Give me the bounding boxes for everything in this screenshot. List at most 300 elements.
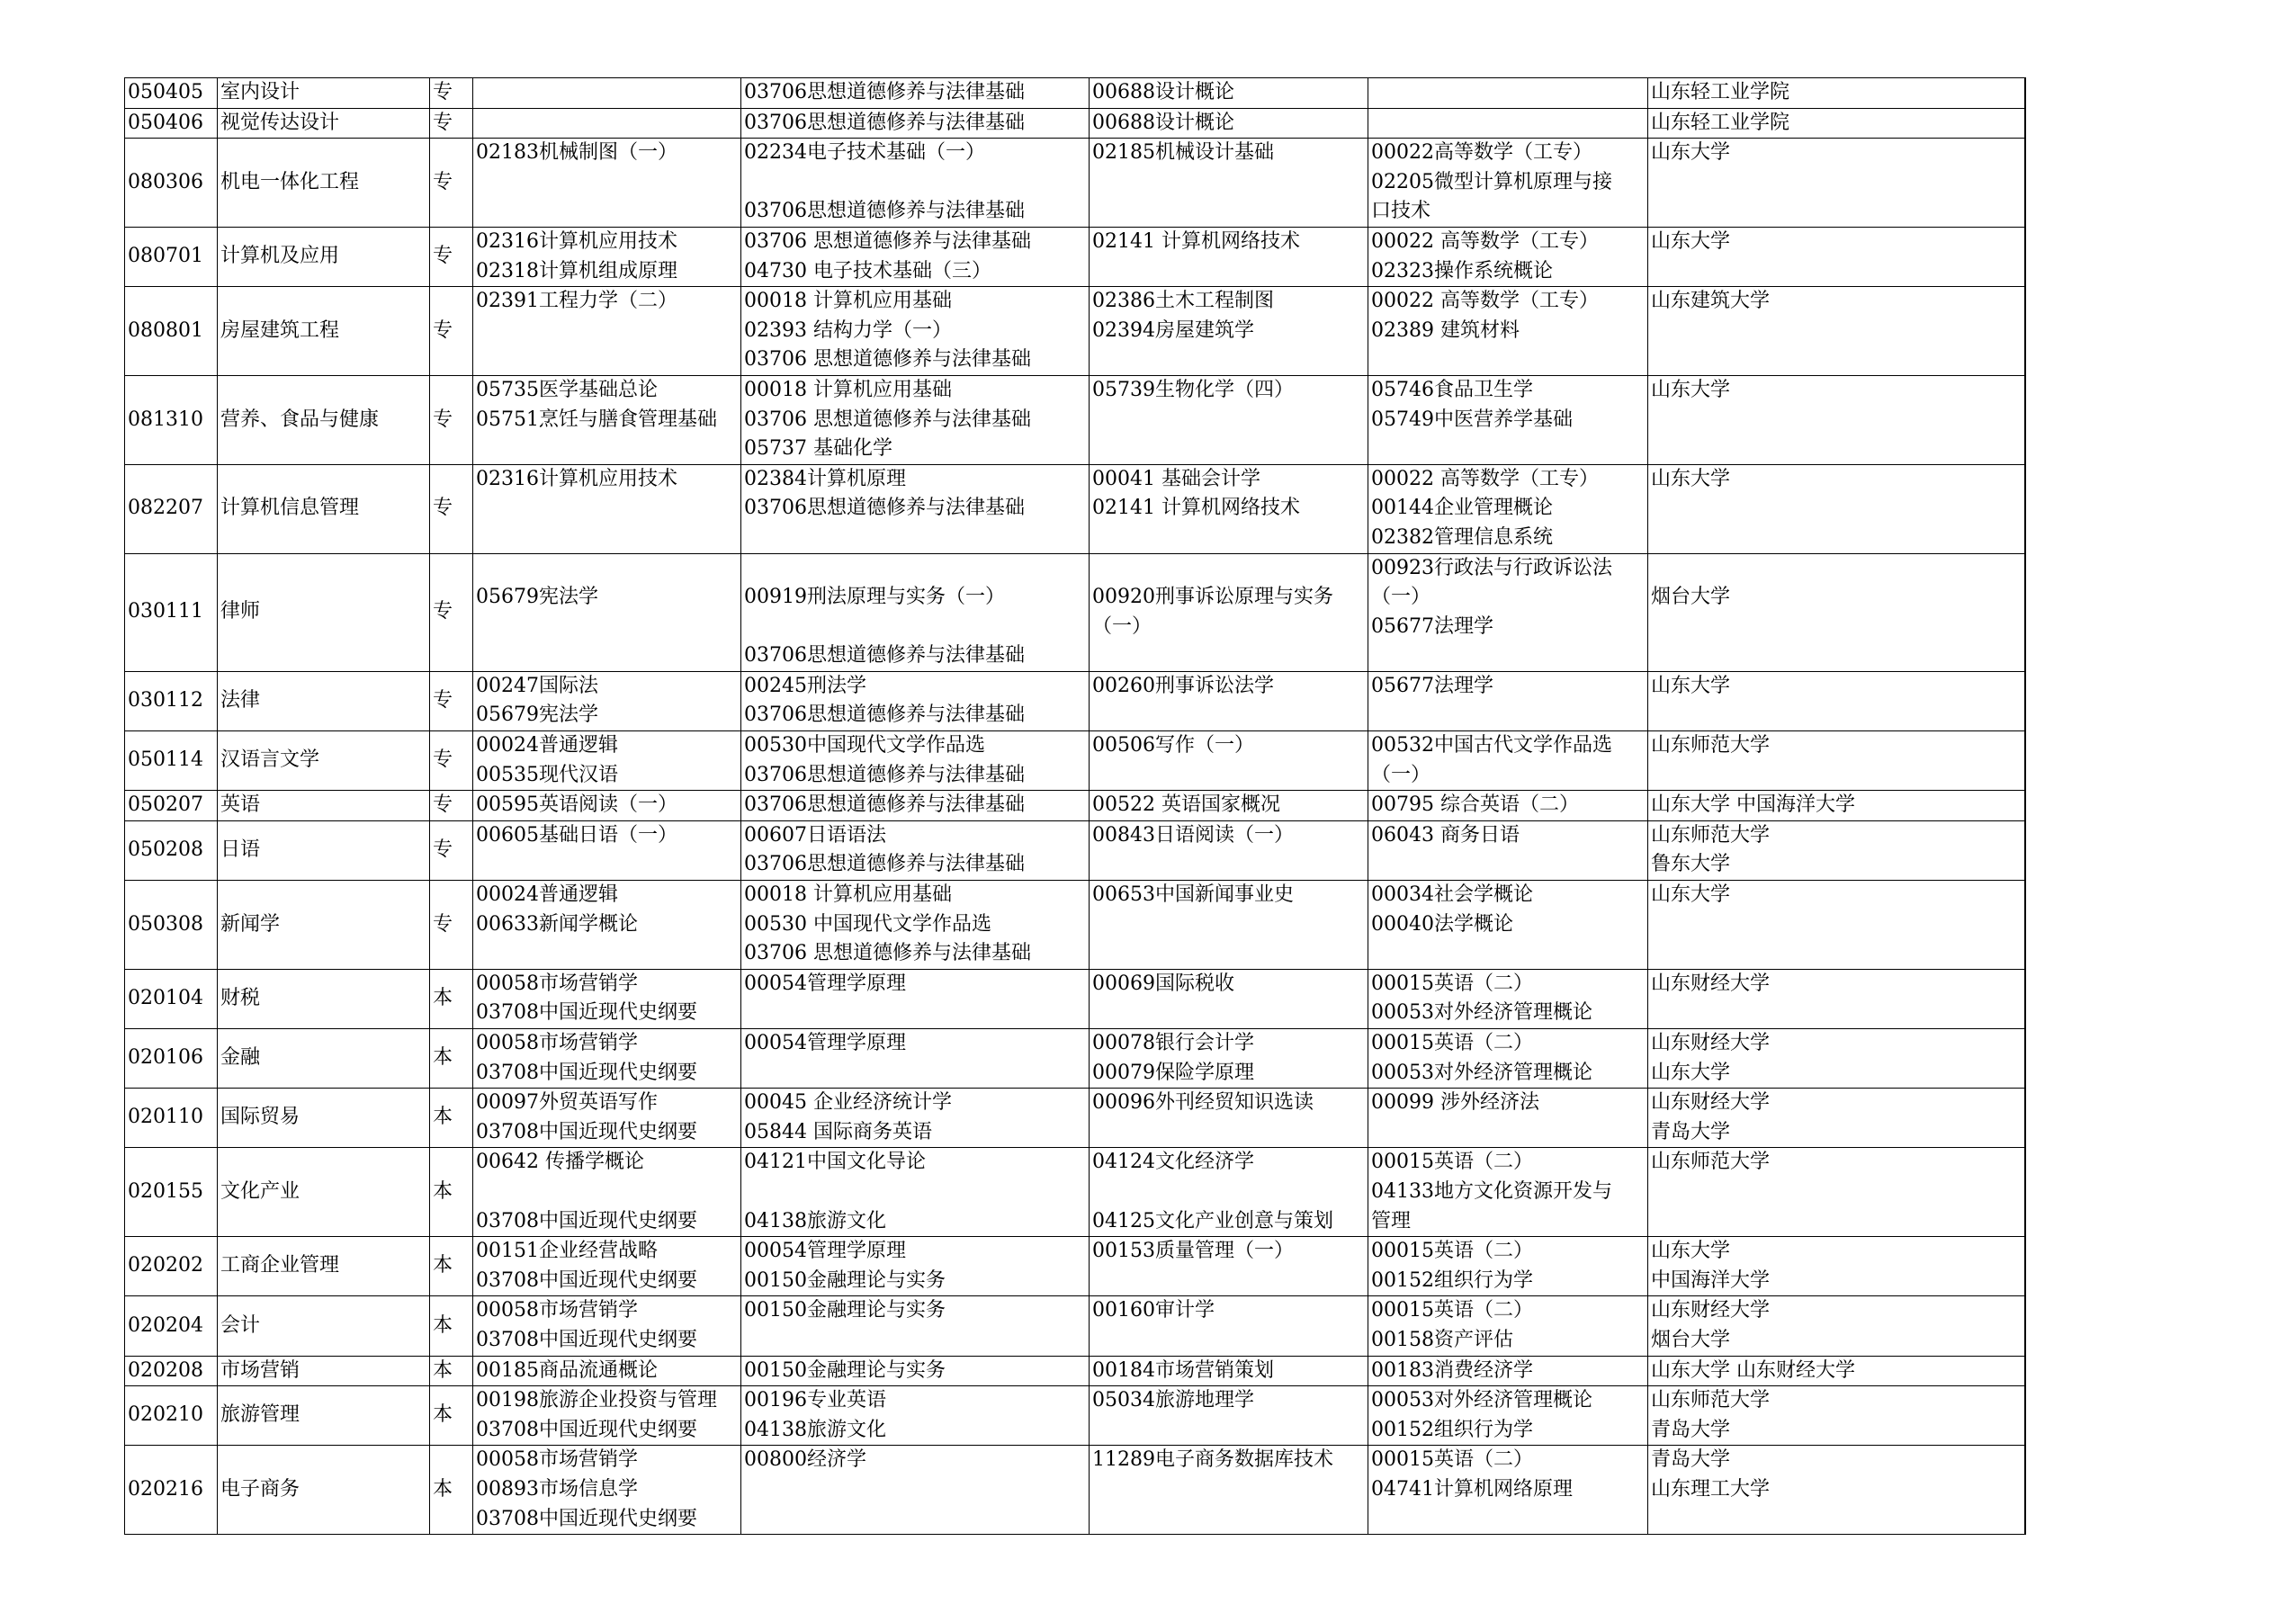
course-line: 00015英语（二） bbox=[1371, 1448, 1533, 1472]
school-cell bbox=[1648, 78, 2025, 109]
course-line: 00099 涉外经济法 bbox=[1371, 1091, 1539, 1115]
course-line: 03708中国近现代史纲要 bbox=[476, 1418, 697, 1441]
course-line: 02183机械制图（一） bbox=[476, 141, 677, 165]
course-line: 03706 思想道德修养与法律基础 bbox=[744, 942, 1031, 965]
course-col-2 bbox=[741, 227, 1090, 286]
course-line: 00058市场营销学 bbox=[476, 1032, 638, 1054]
course-line: 00053对外经济管理概论 bbox=[1371, 1389, 1592, 1412]
major-code-cell: 080306 bbox=[125, 139, 218, 228]
course-line bbox=[1092, 554, 1365, 584]
course-line bbox=[744, 1178, 1086, 1207]
course-line: 00245刑法学 bbox=[744, 674, 866, 697]
table-row bbox=[125, 1386, 2025, 1446]
major-name-cell: 工商企业管理 bbox=[218, 1237, 430, 1296]
course-col-2 bbox=[741, 78, 1090, 109]
course-col-4 bbox=[1368, 1356, 1648, 1386]
course-col-3 bbox=[1090, 671, 1368, 730]
school-name: 山东大学 bbox=[1651, 467, 1731, 490]
school-name: 山东大学 bbox=[1651, 674, 1731, 697]
school-cell bbox=[1648, 287, 2025, 376]
school-name: 山东师范大学 bbox=[1651, 823, 1771, 847]
level-cell: 本 bbox=[430, 1089, 473, 1148]
course-line: 03706思想道德修养与法律基础 bbox=[744, 200, 1025, 223]
table-row bbox=[125, 1237, 2025, 1296]
table-row bbox=[125, 791, 2025, 821]
course-line: 00183消费经济学 bbox=[1371, 1358, 1533, 1382]
level-cell: 专 bbox=[430, 139, 473, 228]
school-name: 山东财经大学 bbox=[1651, 1091, 1771, 1115]
major-code-cell: 081310 bbox=[125, 375, 218, 464]
course-col-3 bbox=[1090, 553, 1368, 671]
major-name-cell: 律师 bbox=[218, 553, 430, 671]
course-line: 03706思想道德修养与法律基础 bbox=[744, 853, 1025, 876]
table-row bbox=[125, 1296, 2025, 1356]
course-line: 00522 英语国家概况 bbox=[1092, 793, 1280, 817]
course-line: 03706思想道德修养与法律基础 bbox=[744, 81, 1025, 103]
course-line bbox=[1371, 78, 1645, 108]
course-col-1 bbox=[473, 1148, 741, 1237]
major-code-cell: 020202 bbox=[125, 1237, 218, 1296]
course-col-2 bbox=[741, 287, 1090, 376]
course-line bbox=[744, 613, 1086, 642]
course-line: （一） bbox=[1092, 614, 1152, 638]
level-cell: 专 bbox=[430, 791, 473, 821]
course-line: 00532中国古代文学作品选 bbox=[1371, 734, 1612, 757]
level-cell: 专 bbox=[430, 553, 473, 671]
school-name: 山东轻工业学院 bbox=[1651, 81, 1790, 103]
course-line: 00247国际法 bbox=[476, 674, 598, 697]
course-col-2 bbox=[741, 108, 1090, 139]
level-cell: 专 bbox=[430, 287, 473, 376]
major-code-cell: 050406 bbox=[125, 108, 218, 139]
course-line: 02389 建筑材料 bbox=[1371, 318, 1520, 342]
course-line: 00688设计概论 bbox=[1092, 111, 1234, 134]
school-cell bbox=[1648, 1237, 2025, 1296]
school-cell bbox=[1648, 881, 2025, 970]
course-line: 00022高等数学（工专） bbox=[1371, 141, 1592, 165]
course-line: 05677法理学 bbox=[1371, 674, 1493, 697]
course-line: 03706思想道德修养与法律基础 bbox=[744, 111, 1025, 134]
course-line: 03706思想道德修养与法律基础 bbox=[744, 644, 1025, 668]
level-cell: 专 bbox=[430, 375, 473, 464]
course-col-3 bbox=[1090, 820, 1368, 880]
course-line: 05739生物化学（四） bbox=[1092, 378, 1294, 401]
course-line: 03706 思想道德修养与法律基础 bbox=[744, 348, 1031, 372]
level-cell: 专 bbox=[430, 671, 473, 730]
major-name-cell: 机电一体化工程 bbox=[218, 139, 430, 228]
course-col-3 bbox=[1090, 791, 1368, 821]
course-line: 02384计算机原理 bbox=[744, 467, 906, 490]
level-cell: 专 bbox=[430, 881, 473, 970]
course-col-1 bbox=[473, 881, 741, 970]
course-col-1 bbox=[473, 1296, 741, 1356]
course-line: 05844 国际商务英语 bbox=[744, 1120, 932, 1143]
school-cell bbox=[1648, 1446, 2025, 1535]
course-line: 00069国际税收 bbox=[1092, 972, 1234, 995]
course-col-4 bbox=[1368, 1296, 1648, 1356]
major-name-cell: 市场营销 bbox=[218, 1356, 430, 1386]
course-line: 05749中医营养学基础 bbox=[1371, 408, 1573, 431]
table-row bbox=[125, 731, 2025, 791]
school-cell bbox=[1648, 108, 2025, 139]
course-col-4 bbox=[1368, 464, 1648, 553]
level-cell: 本 bbox=[430, 1386, 473, 1446]
course-col-4 bbox=[1368, 731, 1648, 791]
course-line: 00150金融理论与实务 bbox=[744, 1268, 946, 1292]
school-name: 青岛大学 bbox=[1651, 1120, 1731, 1143]
level-cell: 专 bbox=[430, 227, 473, 286]
major-code-cell: 030112 bbox=[125, 671, 218, 730]
level-cell: 专 bbox=[430, 108, 473, 139]
course-line: 02382管理信息系统 bbox=[1371, 525, 1553, 549]
course-line: 00018 计算机应用基础 bbox=[744, 883, 952, 907]
course-line: 00152组织行为学 bbox=[1371, 1418, 1533, 1441]
school-cell bbox=[1648, 1089, 2025, 1148]
school-name bbox=[1651, 554, 2022, 584]
course-col-3 bbox=[1090, 227, 1368, 286]
course-col-1 bbox=[473, 1029, 741, 1089]
course-col-4 bbox=[1368, 1237, 1648, 1296]
school-name: 山东财经大学 bbox=[1651, 972, 1771, 995]
course-line: 00184市场营销策划 bbox=[1092, 1358, 1274, 1382]
course-line: 02141 计算机网络技术 bbox=[1092, 497, 1300, 520]
level-cell: 本 bbox=[430, 1029, 473, 1089]
course-line: 00642 传播学概论 bbox=[476, 1151, 644, 1174]
course-line: 00015英语（二） bbox=[1371, 972, 1533, 995]
course-line: 03708中国近现代史纲要 bbox=[476, 1328, 697, 1351]
course-col-3 bbox=[1090, 1356, 1368, 1386]
course-line: 00054管理学原理 bbox=[744, 972, 906, 995]
course-col-4 bbox=[1368, 1148, 1648, 1237]
course-line bbox=[476, 109, 738, 139]
course-col-4 bbox=[1368, 791, 1648, 821]
school-cell bbox=[1648, 1148, 2025, 1237]
course-col-2 bbox=[741, 820, 1090, 880]
course-col-2 bbox=[741, 969, 1090, 1028]
school-name: 中国海洋大学 bbox=[1651, 1268, 1771, 1292]
school-name: 青岛大学 bbox=[1651, 1448, 1731, 1472]
course-line: 00530中国现代文学作品选 bbox=[744, 734, 985, 757]
school-name: 山东大学 bbox=[1651, 1240, 1731, 1263]
course-col-4 bbox=[1368, 1029, 1648, 1089]
course-line: 00018 计算机应用基础 bbox=[744, 378, 952, 401]
major-code-cell: 020204 bbox=[125, 1296, 218, 1356]
course-col-3 bbox=[1090, 108, 1368, 139]
table-row bbox=[125, 881, 2025, 970]
school-cell bbox=[1648, 139, 2025, 228]
course-col-3 bbox=[1090, 731, 1368, 791]
course-col-1 bbox=[473, 671, 741, 730]
level-cell: 专 bbox=[430, 820, 473, 880]
table-row bbox=[125, 671, 2025, 730]
course-col-1 bbox=[473, 820, 741, 880]
course-col-2 bbox=[741, 1356, 1090, 1386]
course-line: 00688设计概论 bbox=[1092, 81, 1234, 103]
level-cell: 本 bbox=[430, 1446, 473, 1535]
course-line: 04730 电子技术基础（三） bbox=[744, 259, 991, 282]
course-line: 00160审计学 bbox=[1092, 1299, 1215, 1322]
table-row bbox=[125, 464, 2025, 553]
level-cell: 本 bbox=[430, 1296, 473, 1356]
course-col-3 bbox=[1090, 1029, 1368, 1089]
course-line: 00040法学概论 bbox=[1371, 912, 1513, 936]
major-name-cell: 计算机及应用 bbox=[218, 227, 430, 286]
major-name-cell: 计算机信息管理 bbox=[218, 464, 430, 553]
course-col-3 bbox=[1090, 1237, 1368, 1296]
course-line: 00053对外经济管理概论 bbox=[1371, 1001, 1592, 1025]
course-line: 00152组织行为学 bbox=[1371, 1268, 1533, 1292]
course-col-1 bbox=[473, 1237, 741, 1296]
course-line: 00022 高等数学（工专） bbox=[1371, 467, 1599, 490]
course-line: 00535现代汉语 bbox=[476, 763, 618, 786]
course-col-3 bbox=[1090, 1446, 1368, 1535]
course-line: （一） bbox=[1371, 586, 1431, 609]
course-col-2 bbox=[741, 139, 1090, 228]
course-line: 05746食品卫生学 bbox=[1371, 378, 1533, 401]
course-line: 00653中国新闻事业史 bbox=[1092, 883, 1294, 907]
course-line: 04125文化产业创意与策划 bbox=[1092, 1209, 1333, 1232]
course-col-1 bbox=[473, 791, 741, 821]
course-line: 02316计算机应用技术 bbox=[476, 229, 677, 253]
major-code-cell: 050208 bbox=[125, 820, 218, 880]
course-col-3 bbox=[1090, 1386, 1368, 1446]
table-row bbox=[125, 1029, 2025, 1089]
course-line: 02205微型计算机原理与接 bbox=[1371, 170, 1612, 193]
course-line: 00078银行会计学 bbox=[1092, 1032, 1254, 1054]
course-col-1 bbox=[473, 553, 741, 671]
table-row bbox=[125, 820, 2025, 880]
course-line: 05034旅游地理学 bbox=[1092, 1389, 1254, 1412]
school-cell bbox=[1648, 553, 2025, 671]
level-cell: 专 bbox=[430, 731, 473, 791]
school-cell bbox=[1648, 1386, 2025, 1446]
course-schedule-table bbox=[124, 77, 2026, 1535]
major-name-cell: 房屋建筑工程 bbox=[218, 287, 430, 376]
course-line: 05677法理学 bbox=[1371, 614, 1493, 638]
course-col-3 bbox=[1090, 1089, 1368, 1148]
course-line: 00198旅游企业投资与管理 bbox=[476, 1389, 717, 1412]
course-col-1 bbox=[473, 78, 741, 109]
course-line: 00022 高等数学（工专） bbox=[1371, 229, 1599, 253]
school-cell bbox=[1648, 731, 2025, 791]
course-line: 00015英语（二） bbox=[1371, 1151, 1533, 1174]
course-col-3 bbox=[1090, 375, 1368, 464]
course-line: 口技术 bbox=[1371, 200, 1431, 223]
major-name-cell: 日语 bbox=[218, 820, 430, 880]
school-cell bbox=[1648, 969, 2025, 1028]
table-row bbox=[125, 553, 2025, 671]
course-line: 02393 结构力学（一） bbox=[744, 318, 952, 342]
course-line: 00015英语（二） bbox=[1371, 1240, 1533, 1263]
course-col-2 bbox=[741, 1237, 1090, 1296]
course-line: 03706思想道德修养与法律基础 bbox=[744, 793, 1025, 817]
course-line bbox=[1092, 1178, 1365, 1207]
level-cell: 专 bbox=[430, 464, 473, 553]
course-line: 02394房屋建筑学 bbox=[1092, 318, 1254, 342]
major-name-cell: 营养、食品与健康 bbox=[218, 375, 430, 464]
level-cell: 本 bbox=[430, 1237, 473, 1296]
course-col-4 bbox=[1368, 1386, 1648, 1446]
course-line: 00054管理学原理 bbox=[744, 1240, 906, 1263]
course-line: 02234电子技术基础（一） bbox=[744, 141, 985, 165]
course-col-3 bbox=[1090, 287, 1368, 376]
course-line: 00607日语语法 bbox=[744, 823, 886, 847]
course-line: 00144企业管理概论 bbox=[1371, 497, 1553, 520]
course-line: 00151企业经营战略 bbox=[476, 1240, 658, 1263]
school-name: 山东师范大学 bbox=[1651, 734, 1771, 757]
course-line: 00185商品流通概论 bbox=[476, 1358, 658, 1382]
school-cell bbox=[1648, 791, 2025, 821]
course-line: 00633新闻学概论 bbox=[476, 912, 638, 936]
major-code-cell: 050207 bbox=[125, 791, 218, 821]
course-col-4 bbox=[1368, 287, 1648, 376]
school-cell bbox=[1648, 227, 2025, 286]
course-line bbox=[1371, 109, 1645, 139]
course-line bbox=[744, 168, 1086, 198]
course-line: 03708中国近现代史纲要 bbox=[476, 1507, 697, 1530]
course-line: 02386土木工程制图 bbox=[1092, 290, 1274, 313]
school-cell bbox=[1648, 375, 2025, 464]
course-col-4 bbox=[1368, 671, 1648, 730]
course-line: 06043 商务日语 bbox=[1371, 823, 1520, 847]
major-name-cell: 电子商务 bbox=[218, 1446, 430, 1535]
course-line: 00260刑事诉讼法学 bbox=[1092, 674, 1274, 697]
major-code-cell: 020104 bbox=[125, 969, 218, 1028]
course-line: 03708中国近现代史纲要 bbox=[476, 1268, 697, 1292]
school-name: 山东大学 bbox=[1651, 141, 1731, 165]
table-row bbox=[125, 108, 2025, 139]
major-code-cell: 050114 bbox=[125, 731, 218, 791]
course-line: 00919刑法原理与实务（一） bbox=[744, 586, 1005, 609]
course-line: 00923行政法与行政诉讼法 bbox=[1371, 556, 1612, 579]
school-name: 山东财经大学 bbox=[1651, 1299, 1771, 1322]
school-cell bbox=[1648, 671, 2025, 730]
course-col-2 bbox=[741, 731, 1090, 791]
course-col-2 bbox=[741, 881, 1090, 970]
course-line bbox=[476, 554, 738, 584]
course-col-1 bbox=[473, 969, 741, 1028]
course-line: 03706思想道德修养与法律基础 bbox=[744, 497, 1025, 520]
major-name-cell: 国际贸易 bbox=[218, 1089, 430, 1148]
course-col-2 bbox=[741, 1446, 1090, 1535]
course-line: 02391工程力学（二） bbox=[476, 290, 677, 313]
table-row bbox=[125, 1446, 2025, 1535]
course-line: 00045 企业经济统计学 bbox=[744, 1091, 952, 1115]
course-col-2 bbox=[741, 553, 1090, 671]
course-line: 00054管理学原理 bbox=[744, 1032, 906, 1054]
school-name: 山东大学 bbox=[1651, 883, 1731, 907]
school-name: 山东理工大学 bbox=[1651, 1477, 1771, 1501]
school-name: 山东财经大学 bbox=[1651, 1032, 1771, 1054]
course-col-2 bbox=[741, 1029, 1090, 1089]
course-line: 04138旅游文化 bbox=[744, 1209, 886, 1232]
course-col-4 bbox=[1368, 1446, 1648, 1535]
course-line: 04133地方文化资源开发与 bbox=[1371, 1179, 1612, 1203]
major-code-cell: 082207 bbox=[125, 464, 218, 553]
course-col-4 bbox=[1368, 227, 1648, 286]
course-col-3 bbox=[1090, 881, 1368, 970]
course-line: 00022 高等数学（工专） bbox=[1371, 290, 1599, 313]
course-col-1 bbox=[473, 731, 741, 791]
course-line: 03706 思想道德修养与法律基础 bbox=[744, 408, 1031, 431]
course-line: 03708中国近现代史纲要 bbox=[476, 1061, 697, 1084]
course-col-1 bbox=[473, 287, 741, 376]
course-line: 00920刑事诉讼原理与实务 bbox=[1092, 586, 1333, 609]
course-line: 00015英语（二） bbox=[1371, 1032, 1533, 1054]
course-col-3 bbox=[1090, 78, 1368, 109]
course-line: 03706思想道德修养与法律基础 bbox=[744, 763, 1025, 786]
school-name: 青岛大学 bbox=[1651, 1418, 1731, 1441]
course-line bbox=[744, 554, 1086, 584]
level-cell: 本 bbox=[430, 969, 473, 1028]
major-name-cell: 金融 bbox=[218, 1029, 430, 1089]
course-line: 管理 bbox=[1371, 1209, 1412, 1232]
course-line: 00595英语阅读（一） bbox=[476, 793, 677, 817]
course-line: 00196专业英语 bbox=[744, 1389, 886, 1412]
table-body bbox=[125, 78, 2025, 1535]
school-name: 山东大学 bbox=[1651, 1061, 1731, 1084]
table-row bbox=[125, 287, 2025, 376]
course-col-4 bbox=[1368, 820, 1648, 880]
table-row bbox=[125, 969, 2025, 1028]
course-col-3 bbox=[1090, 1148, 1368, 1237]
major-name-cell: 英语 bbox=[218, 791, 430, 821]
course-line: 00096外刊经贸知识选读 bbox=[1092, 1091, 1314, 1115]
major-name-cell: 法律 bbox=[218, 671, 430, 730]
course-col-2 bbox=[741, 1386, 1090, 1446]
course-col-4 bbox=[1368, 1089, 1648, 1148]
course-line: 03706思想道德修养与法律基础 bbox=[744, 703, 1025, 727]
table-row bbox=[125, 375, 2025, 464]
school-name: 山东建筑大学 bbox=[1651, 290, 1771, 313]
major-name-cell: 财税 bbox=[218, 969, 430, 1028]
major-name-cell: 会计 bbox=[218, 1296, 430, 1356]
course-line: 00150金融理论与实务 bbox=[744, 1358, 946, 1382]
table-row bbox=[125, 227, 2025, 286]
major-code-cell: 020110 bbox=[125, 1089, 218, 1148]
table-row bbox=[125, 139, 2025, 228]
course-line: 02316计算机应用技术 bbox=[476, 467, 677, 490]
school-name: 烟台大学 bbox=[1651, 586, 1731, 609]
school-name: 烟台大学 bbox=[1651, 1328, 1731, 1351]
course-line: 00893市场信息学 bbox=[476, 1477, 638, 1501]
course-line: 00053对外经济管理概论 bbox=[1371, 1061, 1592, 1084]
course-line: 00024普通逻辑 bbox=[476, 883, 618, 907]
major-code-cell: 080801 bbox=[125, 287, 218, 376]
major-code-cell: 020208 bbox=[125, 1356, 218, 1386]
course-line: 00605基础日语（一） bbox=[476, 823, 677, 847]
course-col-3 bbox=[1090, 1296, 1368, 1356]
course-line: 00150金融理论与实务 bbox=[744, 1299, 946, 1322]
table-row bbox=[125, 1089, 2025, 1148]
course-line: 03708中国近现代史纲要 bbox=[476, 1209, 697, 1232]
course-col-4 bbox=[1368, 78, 1648, 109]
course-line: 00058市场营销学 bbox=[476, 972, 638, 995]
course-line: 02318计算机组成原理 bbox=[476, 259, 677, 282]
major-code-cell: 050405 bbox=[125, 78, 218, 109]
major-code-cell: 080701 bbox=[125, 227, 218, 286]
school-name: 鲁东大学 bbox=[1651, 853, 1731, 876]
course-col-1 bbox=[473, 375, 741, 464]
course-line: 04124文化经济学 bbox=[1092, 1151, 1254, 1174]
course-col-4 bbox=[1368, 553, 1648, 671]
course-line: 02185机械设计基础 bbox=[1092, 141, 1274, 165]
course-line: 02323操作系统概论 bbox=[1371, 259, 1553, 282]
course-line: 00843日语阅读（一） bbox=[1092, 823, 1294, 847]
course-col-4 bbox=[1368, 881, 1648, 970]
table-row bbox=[125, 1148, 2025, 1237]
course-line: 00058市场营销学 bbox=[476, 1448, 638, 1472]
